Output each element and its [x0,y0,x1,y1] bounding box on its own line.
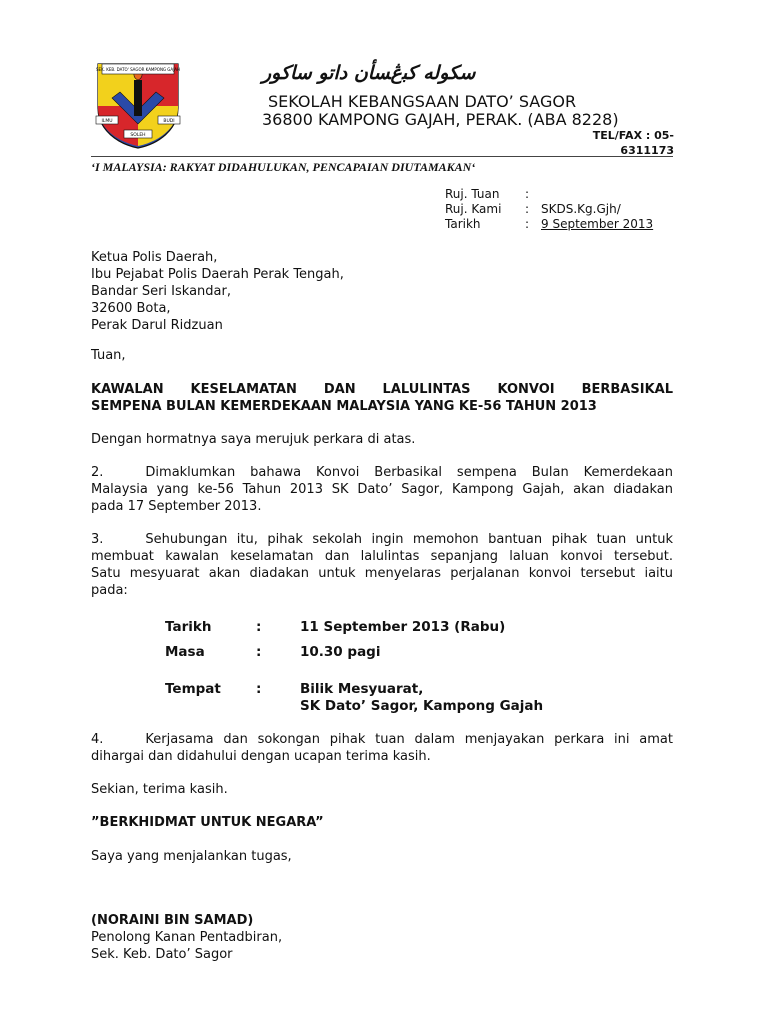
subject [91,381,673,415]
ruj-tuan-row [445,187,653,202]
crest-right-text: BUDI [163,119,175,124]
paragraph-4 [91,731,673,765]
recipient-address [91,249,344,334]
paragraph-3-line1 [91,531,673,548]
header-divider [91,156,673,157]
paragraph-4-line1 [91,731,673,748]
recipient-line: 32600 Bota, [91,301,171,316]
paragraph-4-text: Kerjasama dan sokongan pihak tuan dalam menjayakan perkara ini amat [145,732,673,747]
paragraph-2-line1 [91,464,673,481]
meeting-date-label: Tarikh [165,619,212,635]
recipient-line: Bandar Seri Iskandar, [91,284,231,299]
school-name: SEKOLAH KEBANGSAAN DATO’ SAGOR [268,92,577,111]
meeting-venue-value1: Bilik Mesyuarat, [300,681,424,697]
paragraph-3-line3: Satu mesyuarat akan diadakan untuk menyelaras perjalanan konvoi tersebut iaitu [91,566,673,581]
tel-fax-line2: 6311173 [620,144,674,157]
paragraph-4-line2: dihargai dan didahului dengan ucapan terima kasih. [91,749,431,764]
ruj-tuan-label: Ruj. Tuan [445,187,500,201]
colon: : [256,681,262,697]
recipient-line: Ibu Pejabat Polis Daerah Perak Tengah, [91,267,344,282]
paragraph-2 [91,464,673,515]
slogan: ”BERKHIDMAT UNTUK NEGARA” [91,815,324,830]
meeting-venue-label: Tempat [165,681,221,697]
intro-paragraph: Dengan hormatnya saya merujuk perkara di atas. [91,432,416,447]
paragraph-2-line3: pada 17 September 2013. [91,499,262,514]
ruj-kami-row [445,202,653,217]
school-address: 36800 KAMPONG GAJAH, PERAK. (ABA 8228) [262,110,619,129]
crest-left-text: ILMU [101,119,113,124]
tel-fax-line1: TEL/FAX : 05- [592,129,674,142]
meeting-time-value: 10.30 pagi [300,644,381,660]
tarikh-row [445,217,653,232]
salutation: Tuan, [91,348,126,363]
subject-line2: SEMPENA BULAN KEMERDEKAAN MALAYSIA YANG KE-56 TAHUN 2013 [91,399,597,414]
colon: : [525,202,530,216]
tarikh-label: Tarikh [445,217,481,231]
signer-name: (NORAINI BIN SAMAD) [91,913,254,928]
subject-line1: KAWALAN KESELAMATAN DAN LALULINTAS KONVOI BERBASIKAL [91,382,673,397]
paragraph-3-line2: membuat kawalan keselamatan dan lalulintas sepanjang laluan konvoi tersebut. [91,549,673,564]
jawi-school-title: ﺳﻜﻮﻟﻪ ﻛﺒڠﺴﺄن داتو ﺳﺎﻛﻮر [262,62,476,84]
colon: : [256,619,262,635]
colon: : [256,644,262,660]
signer-title: Penolong Kanan Pentadbiran, [91,930,283,945]
signature-block [91,912,673,963]
crest-bottom-text: SOLEH [130,133,146,138]
tel-fax [562,128,674,158]
tarikh-value: 9 September 2013 [541,217,654,231]
recipient-line: Perak Darul Ridzuan [91,318,223,333]
recipient-line: Ketua Polis Daerah, [91,250,218,265]
colon: : [525,187,530,201]
paragraph-2-line2: Malaysia yang ke-56 Tahun 2013 SK Dato’ Sagor, Kampong Gajah, akan diadakan [91,482,673,497]
school-crest-logo [92,58,184,150]
paragraph-3-line4: pada: [91,583,128,598]
meeting-venue-value2: SK Dato’ Sagor, Kampong Gajah [300,698,544,714]
paragraph-2-number: 2. [91,465,104,480]
paragraph-3 [91,531,673,599]
ruj-kami-value: SKDS.Kg.Gjh/ [541,202,621,216]
paragraph-3-text: Sehubungan itu, pihak sekolah ingin memohon bantuan pihak tuan untuk [145,532,673,547]
colon: : [525,217,530,231]
ruj-kami-label: Ruj. Kami [445,202,502,216]
signer-organization: Sek. Keb. Dato’ Sagor [91,947,233,962]
meeting-date-value: 11 September 2013 (Rabu) [300,619,506,635]
reference-block [445,187,653,232]
motto: ‘I MALAYSIA: RAKYAT DIDAHULUKAN, PENCAPAIAN DIUTAMAKAN‘ [91,160,476,174]
closing: Sekian, terima kasih. [91,782,228,797]
crest-top-text: SEK. KEB. DATO' SAGOR KAMPONG GAJAH [96,67,180,72]
sign-intro: Saya yang menjalankan tugas, [91,849,292,864]
meeting-time-label: Masa [165,644,205,660]
paragraph-3-number: 3. [91,532,104,547]
paragraph-4-number: 4. [91,732,104,747]
paragraph-2-text: Dimaklumkan bahawa Konvoi Berbasikal sempena Bulan Kemerdekaan [145,465,673,480]
